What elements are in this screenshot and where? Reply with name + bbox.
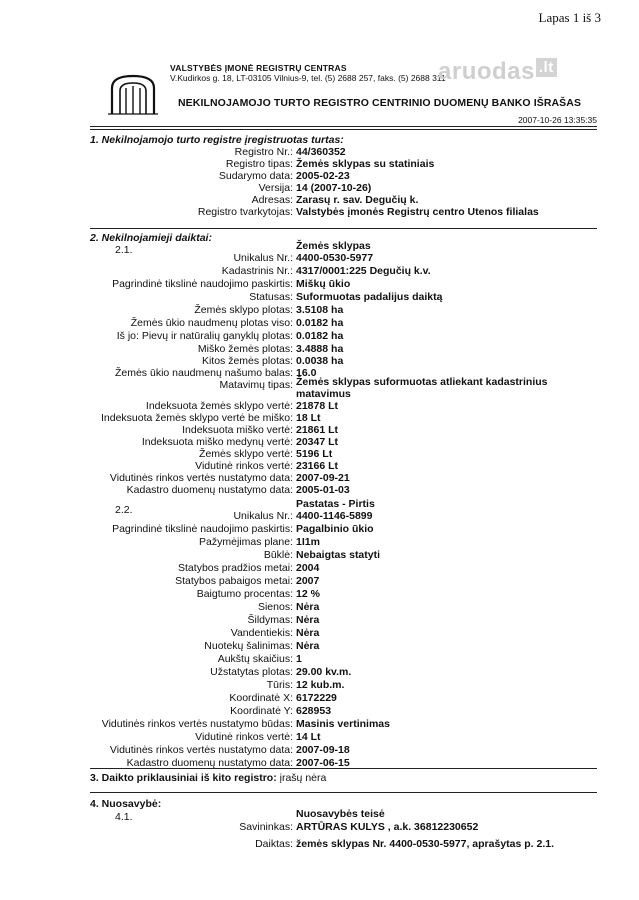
field-value: 2007-09-21 [296, 472, 350, 484]
field-label: Adresas: [251, 194, 293, 206]
field-value: 21878 Lt [296, 400, 339, 412]
field-label: Koordinatė Y: [230, 705, 293, 717]
field-value: Nėra [296, 627, 320, 639]
item-2-2-row [0, 510, 639, 522]
field-value: 14 (2007-10-26) [296, 182, 372, 194]
field-label: Baigtumo procentas: [196, 588, 293, 600]
section-4-title: 4. Nuosavybė: [90, 798, 162, 810]
field-label: Matavimų tipas: [219, 379, 293, 391]
item-2-2-row [0, 549, 639, 561]
item-2-1-row [0, 355, 639, 367]
field-value: 29.00 kv.m. [296, 666, 352, 678]
field-label: Registro tipas: [225, 158, 293, 170]
field-value: 2005-01-03 [296, 484, 350, 496]
item-4-1-row [0, 821, 639, 833]
watermark-suffix: .lt [536, 58, 557, 77]
item-2-1-row [0, 265, 639, 277]
item-2-2-row [0, 562, 639, 574]
section-1-row [0, 194, 639, 206]
field-value: žemės sklypas Nr. 4400-0530-5977, aprašytas p. 2.1. [296, 838, 555, 850]
section-3-divider [90, 768, 597, 769]
field-value: 44/360352 [296, 146, 346, 158]
field-label: Kitos žemės plotas: [201, 355, 293, 367]
item-2-1-row [0, 304, 639, 316]
item-2-1-row [0, 278, 639, 290]
section-4-divider [90, 792, 597, 793]
item-4-1-heading: Nuosavybės teisė [296, 808, 385, 820]
item-2-1-row [0, 291, 639, 303]
field-value: Nėra [296, 614, 320, 626]
field-label: Registro Nr.: [234, 146, 293, 158]
field-label: Vidutinė rinkos vertė: [195, 731, 293, 743]
field-label: Pažymėjimas plane: [199, 536, 293, 548]
field-value: 2007 [296, 575, 320, 587]
field-label: Iš jo: Pievų ir natūralių ganyklų plotas: [116, 330, 293, 342]
field-value: 4400-0530-5977 [296, 252, 374, 264]
field-value: 6172229 [296, 692, 337, 704]
item-2-2-row [0, 705, 639, 717]
field-value: 18 Lt [296, 412, 321, 424]
field-value: Nėra [296, 640, 320, 652]
watermark-text: aruodas [438, 58, 535, 85]
org-name: VALSTYBĖS ĮMONĖ REGISTRŲ CENTRAS [170, 63, 347, 73]
section-1-row [0, 170, 639, 182]
header-divider-2 [90, 129, 597, 130]
field-value: Pagalbinio ūkio [296, 523, 374, 535]
section-2-divider [90, 228, 597, 229]
item-2-1-row [0, 460, 639, 472]
item-2-1-row [0, 343, 639, 355]
field-label: Daiktas: [255, 838, 293, 850]
item-2-1-row [0, 317, 639, 329]
field-value: 0.0182 ha [296, 317, 344, 329]
field-label: Vidutinės rinkos vertės nustatymo būdas: [101, 718, 293, 730]
field-value: 3.5108 ha [296, 304, 344, 316]
field-label: Kadastrinis Nr.: [221, 265, 293, 277]
field-label: Pagrindinė tikslinė naudojimo paskirtis: [112, 278, 293, 290]
field-label: Pagrindinė tikslinė naudojimo paskirtis: [112, 523, 293, 535]
item-2-2-row [0, 614, 639, 626]
field-value: 628953 [296, 705, 332, 717]
item-2-2-row [0, 679, 639, 691]
item-2-1-row [0, 448, 639, 460]
field-value: Suformuotas padalijus daiktą [296, 291, 443, 303]
item-2-2-number: 2.2. [115, 504, 133, 516]
field-label: Statusas: [249, 291, 293, 303]
field-label: Žemės sklypo vertė: [199, 448, 293, 460]
field-value: 16.0 [296, 367, 317, 379]
item-4-1-row [0, 838, 639, 850]
field-value: 2007-09-18 [296, 744, 350, 756]
field-value: 21861 Lt [296, 424, 339, 436]
item-2-2-row [0, 601, 639, 613]
survey-type-value: Žemės sklypas suformuotas atliekant kadastrinius matavimus [296, 376, 548, 400]
field-label: Kadastro duomenų nustatymo data: [126, 757, 293, 769]
field-value: Valstybės įmonės Registrų centro Utenos filialas [296, 206, 539, 218]
section-1-row [0, 182, 639, 194]
field-label: Vidutinės rinkos vertės nustatymo data: [109, 472, 293, 484]
item-2-1-row [0, 436, 639, 448]
field-label: Vidutinė rinkos vertė: [195, 460, 293, 472]
item-2-1-number: 2.1. [115, 244, 133, 256]
header-divider [90, 126, 597, 127]
item-2-2-row [0, 653, 639, 665]
field-value: 5196 Lt [296, 448, 333, 460]
field-value: Zarasų r. sav. Degučių k. [296, 194, 419, 206]
field-label: Registro tvarkytojas: [197, 206, 293, 218]
field-label: Vidutinės rinkos vertės nustatymo data: [109, 744, 293, 756]
item-2-2-row [0, 588, 639, 600]
field-label: Miško žemės plotas: [197, 343, 293, 355]
org-header [170, 63, 446, 83]
field-value: 2004 [296, 562, 320, 574]
field-label: Žemės ūkio naudmenų našumo balas: [114, 367, 293, 379]
field-value: 23166 Lt [296, 460, 339, 472]
item-2-2-row [0, 640, 639, 652]
field-label: Vandentiekis: [230, 627, 293, 639]
field-label: Indeksuota miško vertė: [182, 424, 293, 436]
document-title: NEKILNOJAMOJO TURTO REGISTRO CENTRINIO DUOMENŲ BANKO IŠRAŠAS [178, 97, 582, 109]
field-label: Kadastro duomenų nustatymo data: [126, 484, 293, 496]
field-label: Sienos: [257, 601, 293, 613]
field-value: 1I1m [296, 536, 320, 548]
section-1-row [0, 158, 639, 170]
item-2-2-row [0, 718, 639, 730]
field-value: 1 [296, 653, 302, 665]
field-value: 4400-1146-5899 [296, 510, 373, 522]
field-label: Žemės ūkio naudmenų plotas viso: [130, 317, 293, 329]
document-datetime: 2007-10-26 13:35:35 [518, 115, 597, 125]
field-value: 0.0038 ha [296, 355, 344, 367]
section-1-row [0, 206, 639, 218]
item-2-1-row [0, 412, 639, 424]
field-value: 14 Lt [296, 731, 321, 743]
item-2-1-row [0, 424, 639, 436]
org-address: V.Kudirkos g. 18, LT-03105 Vilnius-9, tel. (5) 2688 257, faks. (5) 2688 311 [170, 73, 446, 83]
field-value: 4317/0001:225 Degučių k.v. [296, 265, 431, 277]
field-value: 12 kub.m. [296, 679, 345, 691]
field-value: 2005-02-23 [296, 170, 350, 182]
item-2-2-row [0, 731, 639, 743]
field-label: Sudarymo data: [218, 170, 293, 182]
field-label: Tūris: [266, 679, 293, 691]
section-3-value: įrašų nėra [279, 772, 327, 784]
field-label: Statybos pradžios metai: [178, 562, 293, 574]
field-label: Indeksuota žemės sklypo vertė be miško: [100, 412, 293, 424]
aruodas-watermark [438, 58, 557, 86]
item-4-1-number: 4.1. [115, 811, 133, 823]
section-1-title: 1. Nekilnojamojo turto registre įregistruotas turtas: [90, 134, 344, 146]
field-label: Nuotekų šalinimas: [204, 640, 293, 652]
registru-centras-logo-icon [108, 72, 158, 116]
field-value: Žemės sklypas su statiniais [296, 158, 435, 170]
field-label: Šildymas: [247, 614, 293, 626]
item-2-1-row [0, 484, 639, 496]
section-3-label: 3. Daikto priklausiniai iš kito registro: [90, 772, 277, 784]
field-value: Nebaigtas statyti [296, 549, 381, 561]
field-value: Masinis vertinimas [296, 718, 390, 730]
field-label: Koordinatė X: [229, 692, 293, 704]
item-2-1-heading: Žemės sklypas [296, 240, 371, 252]
item-2-2-row [0, 744, 639, 756]
field-value: 12 % [296, 588, 320, 600]
field-value: 3.4888 ha [296, 343, 344, 355]
field-value: Miškų ūkio [296, 278, 351, 290]
section-1-row [0, 146, 639, 158]
field-label: Žemės sklypo plotas: [194, 304, 293, 316]
field-value: 0.0182 ha [296, 330, 344, 342]
item-2-1-row [0, 400, 639, 412]
item-2-2-row [0, 627, 639, 639]
field-label: Indeksuota miško medynų vertė: [141, 436, 293, 448]
section-2-title: 2. Nekilnojamieji daiktai: [90, 232, 212, 244]
field-label: Indeksuota žemės sklypo vertė: [145, 400, 293, 412]
field-label: Unikalus Nr.: [233, 510, 293, 522]
item-2-2-row [0, 575, 639, 587]
field-label: Statybos pabaigos metai: [175, 575, 293, 587]
item-2-2-row [0, 523, 639, 535]
field-value: Nėra [296, 601, 320, 613]
item-2-2-row [0, 666, 639, 678]
field-value: ARTŪRAS KULYS , a.k. 36812230652 [296, 821, 479, 833]
item-2-1-row [0, 472, 639, 484]
section-3-title [90, 772, 326, 784]
field-value: 20347 Lt [296, 436, 339, 448]
field-label: Aukštų skaičius: [217, 653, 293, 665]
item-2-1-row [0, 252, 639, 264]
item-2-2-heading: Pastatas - Pirtis [296, 498, 375, 510]
field-value: 2007-06-15 [296, 757, 350, 769]
page-number: Lapas 1 iš 3 [538, 10, 601, 25]
item-2-2-row [0, 536, 639, 548]
field-label: Versija: [258, 182, 293, 194]
item-2-2-row [0, 692, 639, 704]
field-label: Savininkas: [239, 821, 293, 833]
field-label: Unikalus Nr.: [233, 252, 293, 264]
item-2-1-row [0, 330, 639, 342]
field-label: Užstatytas plotas: [210, 666, 293, 678]
field-label: Būklė: [263, 549, 293, 561]
